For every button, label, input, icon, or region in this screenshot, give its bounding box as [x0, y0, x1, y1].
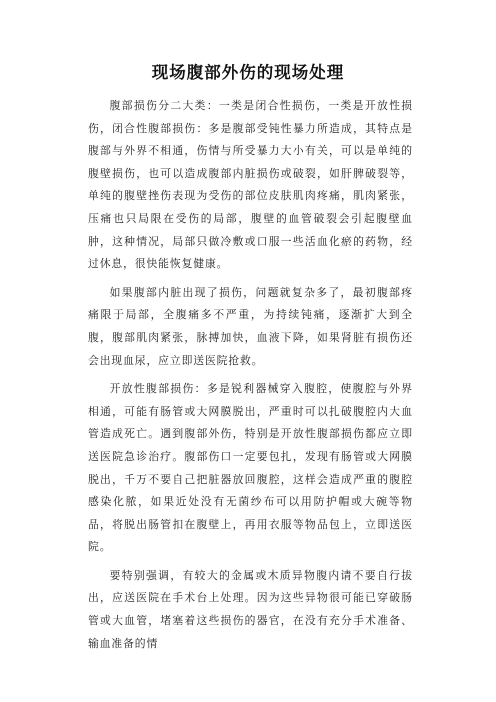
paragraph-internal-organ-injury: 如果腹部内脏出现了损伤，问题就复杂多了，最初腹部疼痛限于局部，全腹痛多不严重，为持续钝痛，逐渐扩大到全腹，腹部肌肉紧张，脉搏加快，血液下降，如果肾脏有损伤还会出现血尿，应立即送医院抢救。 — [88, 285, 413, 367]
paragraph-open-injury: 开放性腹部损伤：多是锐利器械穿入腹腔，使腹腔与外界相通，可能有肠管或大网膜脱出，严重时可以扎破腹腔内大血管造成死亡。遇到腹部外伤，特别是开放性腹部损伤都应立即送医院急诊治疗。腹部伤口一定要包扎，发现有肠管或大网膜脱出，千万不要自己把脏器放回腹腔，这样会造成严重的腹腔感染化脓，如果近处没有无菌纱布可以用防护帽或大碗等物品，将脱出肠管扣在腹壁上，再用衣服等物品包上，立即送医院。 — [88, 382, 413, 554]
paragraph-closed-injury: 腹部损伤分二大类：一类是闭合性损伤，一类是开放性损伤，闭合性腹部损伤：多是腹部受钝性暴力所造成，其特点是腹部与外界不相通，伤情与所受暴力大小有关，可以是单纯的腹壁损伤，也可以造成腹部内脏损伤或破裂，如肝脾破裂等，单纯的腹壁挫伤表现为受伤的部位皮肤肌肉疼痛，肌肉紧张，压痛也只局限在受伤的局部，腹壁的血管破裂会引起腹壁血肿，这种情况，局部只做冷敷或口服一些活血化瘀的药物，经过休息，很快能恢复健康。 — [88, 99, 413, 271]
paragraph-foreign-object: 要特别强调，有较大的金属或木质异物腹内请不要自行拔出，应送医院在手术台上处理。因为这些异物很可能已穿破肠管或大血管，堵塞着这些损伤的器官，在没有充分手术准备、输血准备的情 — [88, 568, 413, 650]
document-body — [88, 95, 413, 661]
document-title: 现场腹部外伤的现场处理 — [151, 63, 345, 82]
